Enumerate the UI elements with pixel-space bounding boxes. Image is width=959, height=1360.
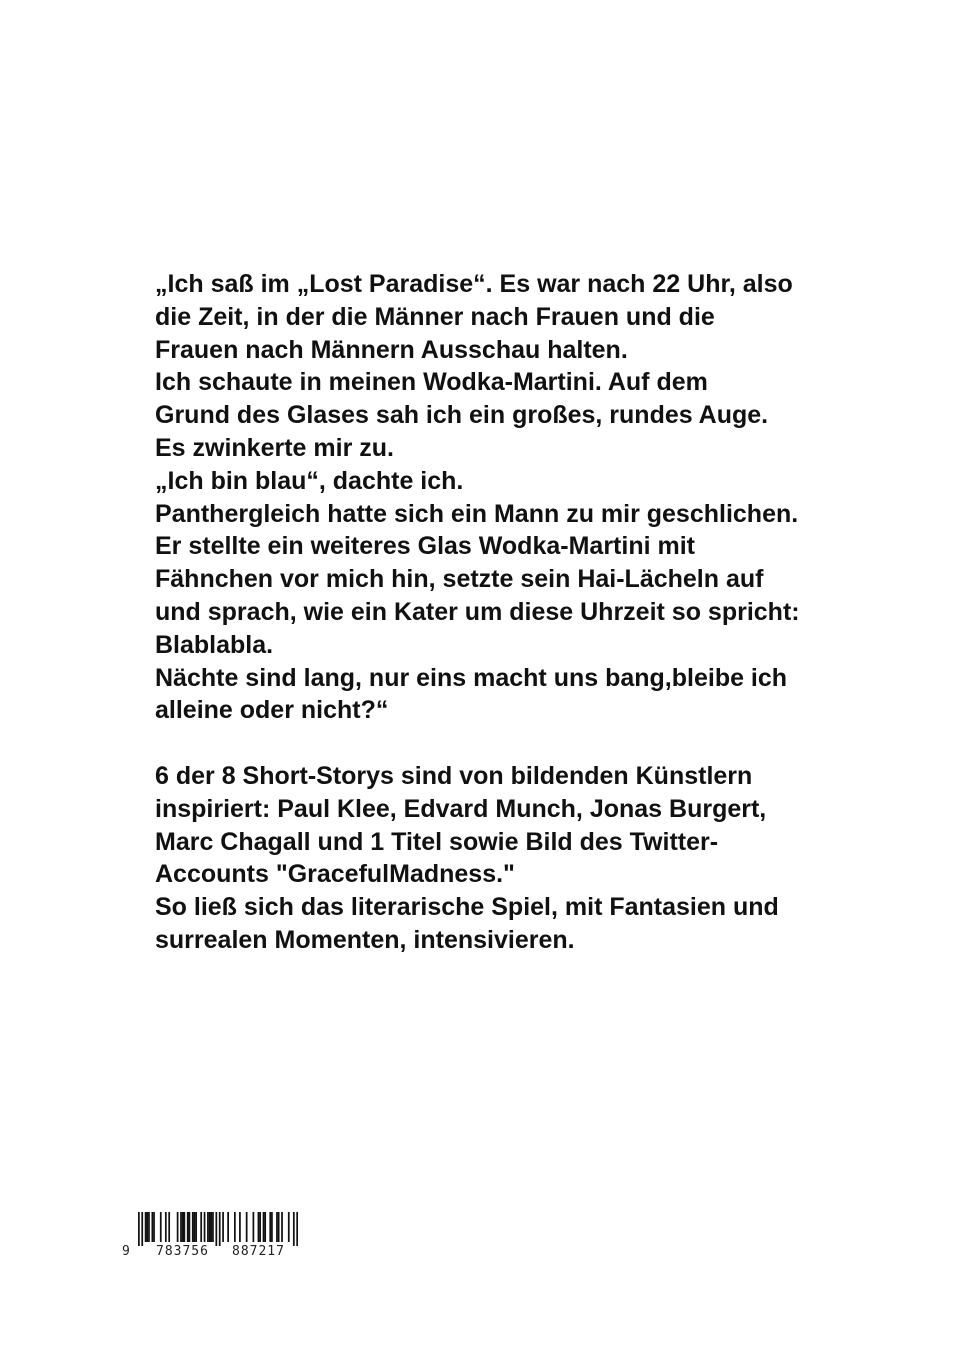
barcode-bar <box>296 1212 298 1246</box>
barcode-bar <box>288 1212 290 1242</box>
barcode-bar <box>215 1212 217 1246</box>
barcode-bar <box>168 1212 170 1242</box>
excerpt-line: Frauen nach Männern Ausschau halten. <box>155 335 628 364</box>
barcode-bar <box>189 1212 191 1242</box>
barcode-bar <box>234 1212 236 1242</box>
barcode-bar <box>138 1212 140 1246</box>
excerpt-line: Es zwinkerte mir zu. <box>155 433 394 462</box>
barcode-bar <box>204 1212 206 1242</box>
excerpt-line: „Ich saß im „Lost Paradise“. Es war nach 22 Uhr, also <box>155 270 793 298</box>
barcode-bar <box>177 1212 179 1242</box>
barcode-bar <box>219 1212 221 1246</box>
barcode-bar <box>160 1212 162 1242</box>
excerpt-line: Er stellte ein weiteres Glas Wodka-Martini mit <box>155 532 695 561</box>
excerpt-line: und sprach, wie ein Kater um diese Uhrzeit so spricht: <box>155 597 800 626</box>
isbn-group-right: 887217 <box>232 1244 285 1259</box>
barcode-bar <box>227 1212 229 1242</box>
barcode-bar <box>263 1212 265 1242</box>
barcode-bar <box>148 1212 150 1242</box>
barcode-bar <box>195 1212 197 1242</box>
isbn-barcode <box>120 1212 300 1262</box>
barcode-bar <box>182 1212 184 1242</box>
excerpt-line: Ich schaute in meinen Wodka-Martini. Auf dem <box>155 368 708 397</box>
barcode-bar <box>258 1212 260 1242</box>
barcode-bar <box>210 1212 212 1242</box>
barcode-bar <box>180 1212 182 1242</box>
barcode-bar <box>187 1212 189 1242</box>
blurb-line: So ließ sich das literarische Spiel, mit Fantasien und <box>155 893 779 922</box>
barcode-bar <box>194 1212 196 1242</box>
barcode-bars <box>138 1212 298 1246</box>
barcode-bar <box>239 1212 241 1242</box>
barcode-bar <box>293 1212 295 1246</box>
barcode-bar <box>209 1212 211 1242</box>
blurb-text <box>155 760 855 957</box>
blurb-line: inspiriert: Paul Klee, Edvard Munch, Jonas Burgert, <box>155 794 767 823</box>
excerpt-line: alleine oder nicht?“ <box>155 696 389 725</box>
barcode-bar <box>212 1212 214 1242</box>
excerpt-line: „Ich bin blau“, dachte ich. <box>155 466 464 495</box>
blurb-line: Accounts "GracefulMadness." <box>155 860 515 889</box>
barcode-bar <box>207 1212 209 1242</box>
blurb-line: 6 der 8 Short-Storys sind von bildenden Künstlern <box>155 762 753 790</box>
barcode-bar <box>151 1212 153 1242</box>
excerpt-line: Fähnchen vor mich hin, setzte sein Hai-Lächeln auf <box>155 565 764 594</box>
isbn-prefix: 9 <box>122 1244 131 1259</box>
barcode-bar <box>165 1212 167 1242</box>
barcode-bar <box>281 1212 283 1242</box>
barcode-bar <box>253 1212 255 1242</box>
excerpt-line: Blablabla. <box>155 630 274 659</box>
barcode-bar <box>145 1212 147 1242</box>
isbn-group-left: 783756 <box>156 1244 209 1259</box>
barcode-bar <box>200 1212 202 1242</box>
excerpt-line: Panthergleich hatte sich ein Mann zu mir geschlichen. <box>155 499 799 528</box>
barcode-bar <box>271 1212 273 1242</box>
excerpt-line: Nächte sind lang, nur eins macht uns bang,bleibe ich <box>155 663 788 692</box>
excerpt-text <box>155 268 855 727</box>
blurb-line: surrealen Momenten, intensivieren. <box>155 925 575 954</box>
barcode-bar <box>141 1212 143 1246</box>
barcode-bar <box>246 1212 248 1242</box>
barcode-bar <box>259 1212 261 1242</box>
barcode-bar <box>146 1212 148 1242</box>
barcode-bar <box>278 1212 280 1242</box>
barcode-bar <box>269 1212 271 1242</box>
barcode-bar <box>264 1212 266 1242</box>
excerpt-line: die Zeit, in der die Männer nach Frauen und die <box>155 302 715 331</box>
barcode-bar <box>276 1212 278 1242</box>
blurb-line: Marc Chagall und 1 Titel sowie Bild des Twitter- <box>155 827 719 856</box>
excerpt-line: Grund des Glases sah ich ein großes, rundes Auge. <box>155 401 769 430</box>
barcode-bar <box>153 1212 155 1242</box>
barcode-bar <box>183 1212 185 1242</box>
barcode-bar <box>222 1212 224 1242</box>
barcode-bar <box>192 1212 194 1242</box>
